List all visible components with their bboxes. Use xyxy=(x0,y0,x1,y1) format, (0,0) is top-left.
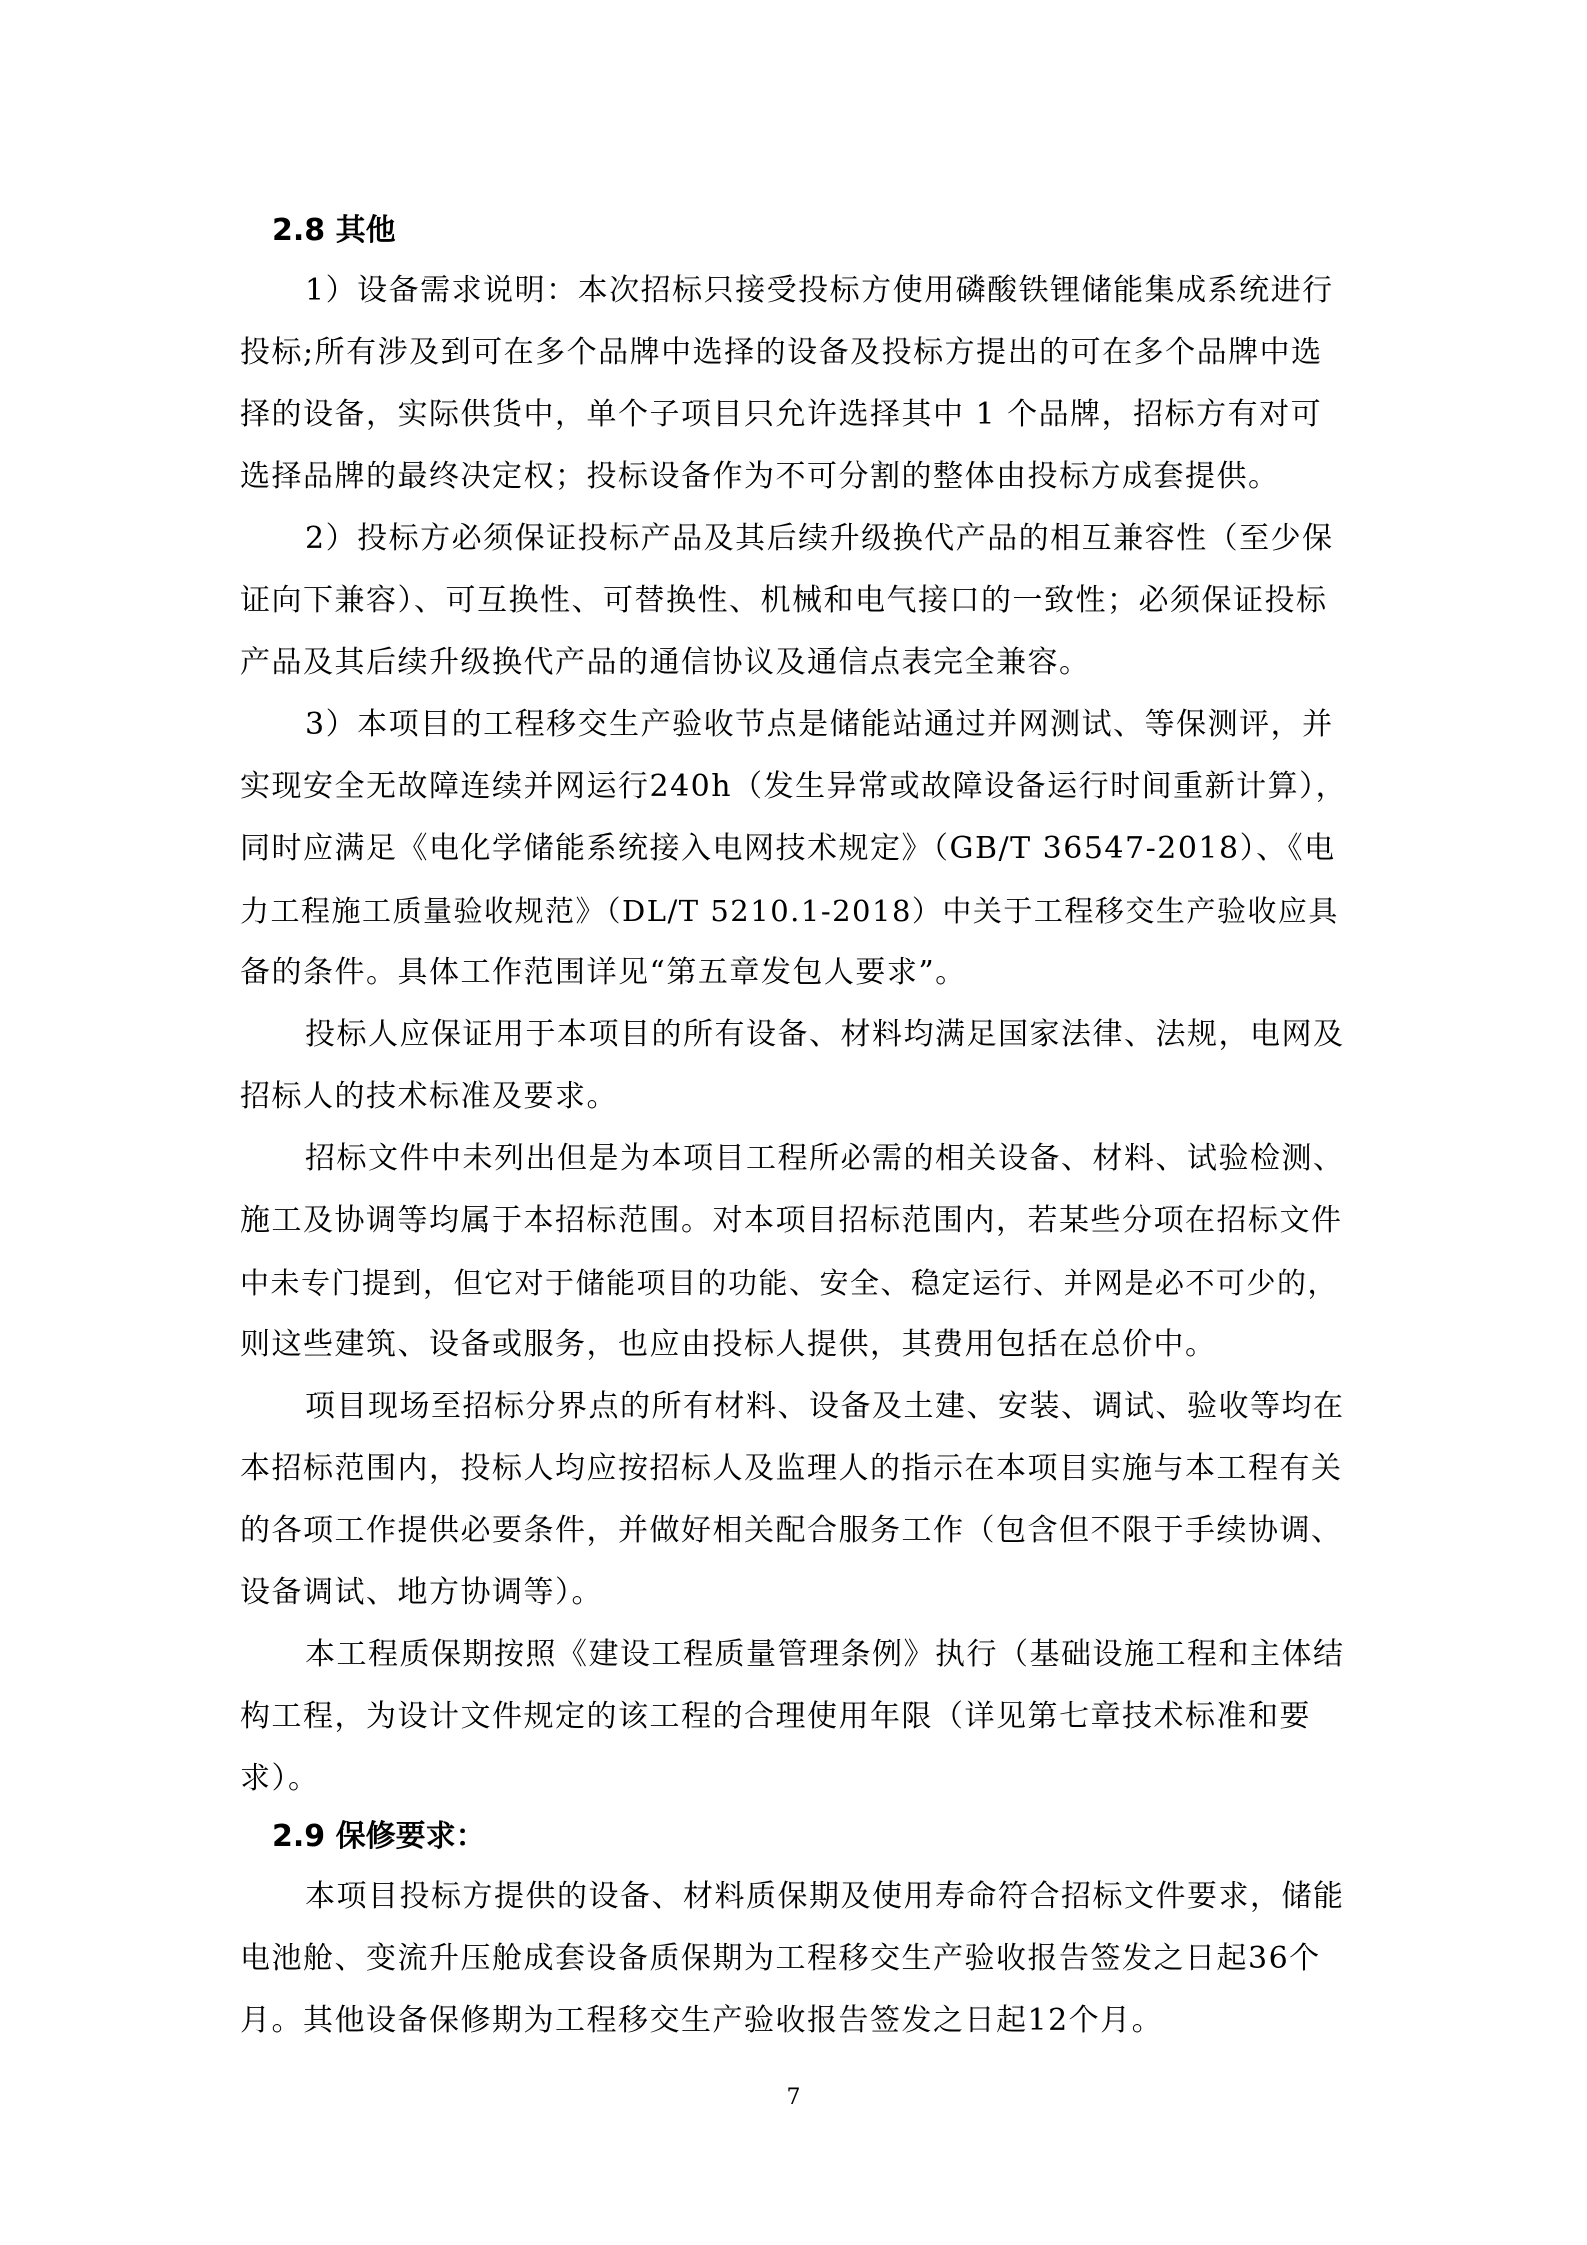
paragraph-line: 投标人应保证用于本项目的所有设备、材料均满足国家法律、法规，电网及 xyxy=(305,1017,1345,1052)
paragraph-line: 施工及协调等均属于本招标范围。对本项目招标范围内，若某些分项在招标文件 xyxy=(240,1203,1343,1238)
paragraph-line: 本工程质保期按照《建设工程质量管理条例》执行（基础设施工程和主体结 xyxy=(305,1637,1345,1672)
section-heading-2-9: 2.9 保修要求： xyxy=(272,1819,486,1854)
paragraph-line: 月。其他设备保修期为工程移交生产验收报告签发之日起12个月。 xyxy=(240,2003,1164,2038)
paragraph-line: 招标人的技术标准及要求。 xyxy=(240,1079,618,1114)
paragraph-line: 设备调试、地方协调等）。 xyxy=(240,1575,603,1610)
paragraph-line: 择的设备，实际供货中，单个子项目只允许选择其中 1 个品牌，招标方有对可 xyxy=(240,397,1323,432)
paragraph-line: 本招标范围内，投标人均应按招标人及监理人的指示在本项目实施与本工程有关 xyxy=(240,1451,1343,1486)
paragraph-line: 2）投标方必须保证投标产品及其后续升级换代产品的相互兼容性（至少保 xyxy=(305,521,1334,556)
paragraph-line: 1）设备需求说明：本次招标只接受投标方使用磷酸铁锂储能集成系统进行 xyxy=(305,273,1334,308)
page-number: 7 xyxy=(786,2085,801,2110)
paragraph-line: 力工程施工质量验收规范》（DL/T 5210.1-2018）中关于工程移交生产验收应具 xyxy=(240,894,1339,928)
paragraph-line: 3）本项目的工程移交生产验收节点是储能站通过并网测试、等保测评，并 xyxy=(305,707,1334,742)
paragraph-line: 则这些建筑、设备或服务，也应由投标人提供，其费用包括在总价中。 xyxy=(240,1327,1217,1362)
paragraph-line: 投标;所有涉及到可在多个品牌中选择的设备及投标方提出的可在多个品牌中选 xyxy=(240,335,1323,370)
paragraph-line: 本项目投标方提供的设备、材料质保期及使用寿命符合招标文件要求，储能 xyxy=(305,1879,1345,1914)
section-heading-2-8: 2.8 其他 xyxy=(272,213,396,248)
paragraph-line: 中未专门提到，但它对于储能项目的功能、安全、稳定运行、并网是必不可少的， xyxy=(240,1266,1339,1300)
paragraph-line: 项目现场至招标分界点的所有材料、设备及土建、安装、调试、验收等均在 xyxy=(305,1389,1345,1424)
paragraph-line: 同时应满足《电化学储能系统接入电网技术规定》（GB/T 36547-2018）、《电 xyxy=(240,831,1336,866)
paragraph-line: 实现安全无故障连续并网运行240h（发生异常或故障设备运行时间重新计算）， xyxy=(240,769,1348,804)
paragraph-line: 选择品牌的最终决定权；投标设备作为不可分割的整体由投标方成套提供。 xyxy=(240,459,1280,494)
paragraph-line: 备的条件。具体工作范围详见“第五章发包人要求”。 xyxy=(240,955,967,990)
paragraph-line: 招标文件中未列出但是为本项目工程所必需的相关设备、材料、试验检测、 xyxy=(305,1141,1345,1176)
paragraph-line: 电池舱、变流升压舱成套设备质保期为工程移交生产验收报告签发之日起36个 xyxy=(240,1941,1321,1976)
paragraph-line: 的各项工作提供必要条件，并做好相关配合服务工作（包含但不限于手续协调、 xyxy=(240,1513,1343,1548)
paragraph-line: 产品及其后续升级换代产品的通信协议及通信点表完全兼容。 xyxy=(240,645,1091,680)
paragraph-line: 求）。 xyxy=(240,1761,320,1796)
paragraph-line: 证向下兼容）、可互换性、可替换性、机械和电气接口的一致性；必须保证投标 xyxy=(240,583,1328,618)
paragraph-line: 构工程，为设计文件规定的该工程的合理使用年限（详见第七章技术标准和要 xyxy=(240,1699,1311,1734)
